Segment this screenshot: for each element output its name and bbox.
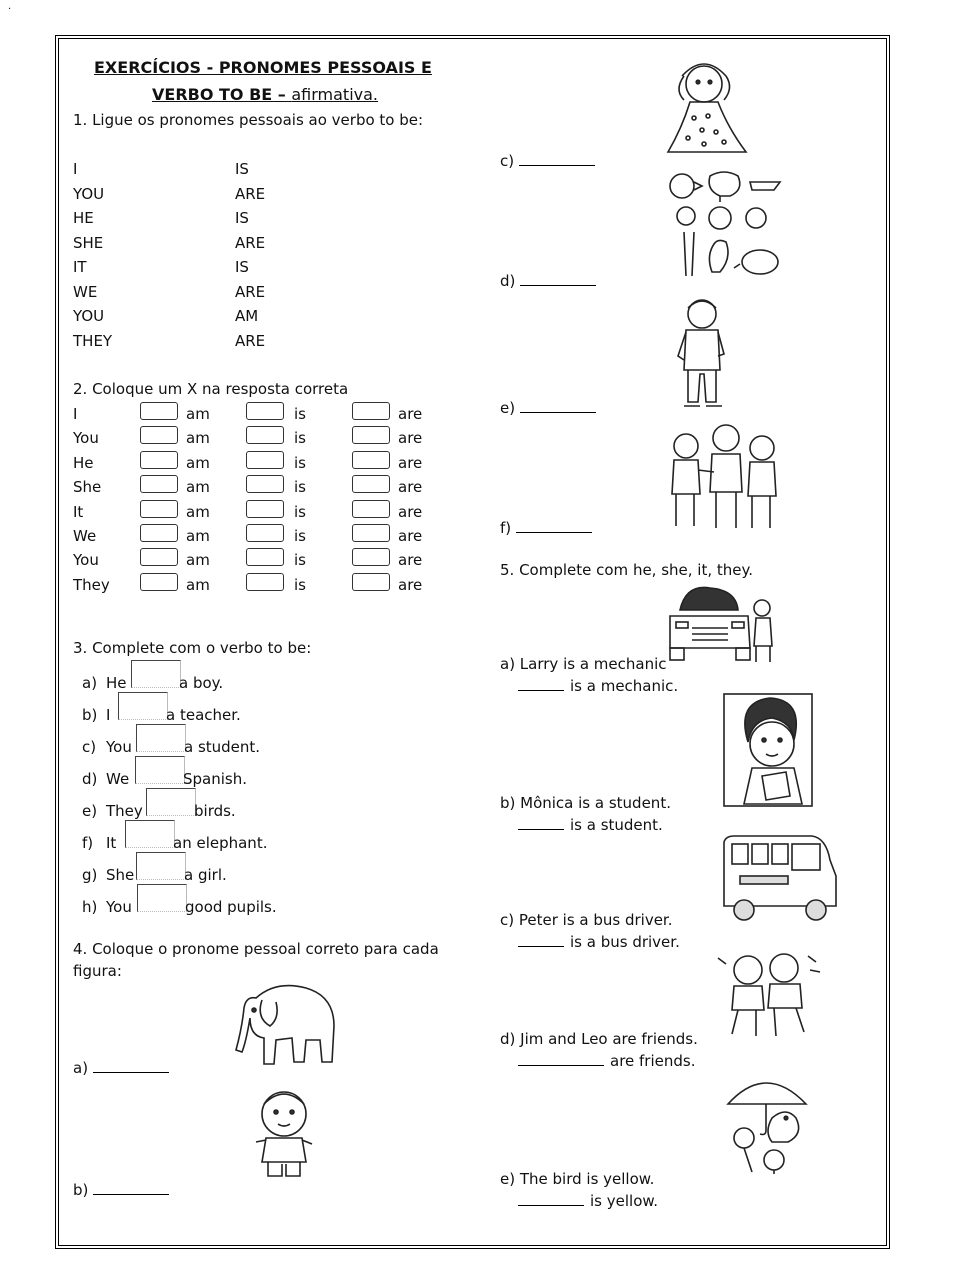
ex1-verb: IS [235, 160, 249, 178]
ex3-item-subject: They [106, 802, 143, 820]
friends-icon [716, 950, 822, 1042]
ex2-option-label: is [294, 405, 306, 423]
ex4-answer-b[interactable]: b) [73, 1180, 169, 1199]
ex2-option-label: is [294, 575, 306, 594]
boy-icon [248, 1088, 320, 1180]
ex2-checkbox-am[interactable] [140, 402, 178, 420]
ex2-option-label: are [398, 478, 423, 497]
ex2-option-label: am [186, 575, 210, 594]
ex2-option-label: is [294, 502, 306, 521]
ex2-checkbox-is[interactable] [246, 573, 284, 591]
ex1-verb: ARE [235, 233, 266, 252]
ex5-blank[interactable] [518, 676, 564, 691]
page-mark: · [8, 4, 12, 15]
ex4-instruction-1: 4. Coloque o pronome pessoal correto para cada [73, 940, 439, 958]
ex2-checkbox-are[interactable] [352, 500, 390, 518]
ex2-checkbox-are[interactable] [352, 402, 390, 420]
ex2-option-label: am [186, 502, 210, 521]
ex3-answer-box[interactable] [136, 852, 186, 880]
ex2-checkbox-are[interactable] [352, 524, 390, 542]
ex4-answer-a[interactable]: a) [73, 1058, 169, 1077]
ex2-option-label: am [186, 527, 210, 545]
ex2-pronoun: He [73, 453, 94, 472]
ex2-option-label: am [186, 453, 210, 472]
ex2-option-label: am [186, 405, 210, 423]
ex3-answer-box[interactable] [118, 692, 168, 720]
ex3-item-rest: a student. [184, 738, 261, 756]
ex2-option-label: is [294, 551, 306, 570]
ex3-answer-box[interactable] [131, 660, 181, 688]
ex5-sentence: b) Mônica is a student. [500, 794, 671, 812]
bus-icon [720, 834, 840, 924]
ex2-checkbox-is[interactable] [246, 524, 284, 542]
animals-icon [664, 168, 782, 280]
ex1-pronoun: YOU [73, 307, 105, 325]
ex2-option-label: are [398, 405, 423, 423]
ex1-pronoun: THEY [73, 331, 113, 350]
ex2-pronoun: You [73, 429, 99, 448]
ex1-verb: IS [235, 209, 249, 227]
ex1-pronoun: IT [73, 258, 87, 276]
ex2-checkbox-are[interactable] [352, 475, 390, 493]
ex2-option-label: am [186, 478, 210, 497]
ex4-answer-c[interactable]: c) [500, 151, 595, 170]
ex2-option-label: is [294, 429, 306, 448]
ex1-verb: AM [235, 307, 259, 325]
ex5-answer-rest: is a bus driver. [570, 933, 680, 951]
ex3-item-rest: a teacher. [166, 706, 241, 724]
ex2-checkbox-is[interactable] [246, 475, 284, 493]
ex3-answer-box[interactable] [136, 724, 186, 752]
ex5-blank[interactable] [518, 932, 564, 947]
ex3-answer-box[interactable] [137, 884, 187, 912]
ex1-pronoun: WE [73, 282, 98, 301]
ex3-answer-box[interactable] [146, 788, 196, 816]
ex5-answer-row[interactable] [518, 1191, 658, 1210]
ex5-answer-rest: is a student. [570, 816, 663, 834]
ex2-checkbox-are[interactable] [352, 548, 390, 566]
title-line-1: EXERCÍCIOS - PRONOMES PESSOAIS E [94, 58, 432, 77]
ex2-option-label: is [294, 527, 306, 545]
ex2-pronoun: She [73, 478, 102, 497]
ex2-instruction: 2. Coloque um X na resposta correta [73, 380, 349, 398]
ex5-sentence: e) The bird is yellow. [500, 1170, 655, 1188]
mechanic-car-icon [666, 584, 784, 666]
ex1-verb: ARE [235, 331, 266, 350]
ex2-option-label: are [398, 429, 423, 448]
title-line-2: VERBO TO BE – afirmativa. [152, 85, 379, 104]
monica-icon [722, 692, 814, 808]
ex5-answer-rest: are friends. [610, 1052, 696, 1070]
ex2-pronoun: You [73, 551, 99, 570]
ex1-verb: ARE [235, 184, 266, 203]
ex2-option-label: is [294, 453, 306, 472]
ex3-item-subject: He [106, 674, 127, 692]
ex3-instruction: 3. Complete com o verbo to be: [73, 639, 312, 657]
ex1-instruction: 1. Ligue os pronomes pessoais ao verbo to be: [73, 111, 424, 129]
ex2-option-label: are [398, 575, 423, 594]
bird-icon [724, 1068, 810, 1176]
ex2-checkbox-are[interactable] [352, 426, 390, 444]
ex1-pronoun: SHE [73, 233, 104, 252]
ex1-verb: IS [235, 258, 249, 276]
ex3-item-letter: c) [82, 738, 97, 756]
ex5-answer-row[interactable] [518, 676, 678, 695]
ex3-item-letter: h) [82, 898, 98, 916]
ex2-checkbox-is[interactable] [246, 548, 284, 566]
ex3-item-rest: a girl. [184, 866, 227, 884]
ex5-sentence: c) Peter is a bus driver. [500, 911, 673, 929]
ex3-answer-box[interactable] [125, 820, 175, 848]
ex2-checkbox-am[interactable] [140, 524, 178, 542]
ex1-pronoun: HE [73, 209, 94, 227]
ex2-checkbox-am[interactable] [140, 475, 178, 493]
ex3-item-subject: It [106, 834, 117, 852]
ex5-instruction: 5. Complete com he, she, it, they. [500, 561, 754, 579]
ex5-blank[interactable] [518, 1051, 604, 1066]
ex3-item-rest: birds. [194, 802, 236, 820]
ex2-option-label: are [398, 502, 423, 521]
ex3-item-letter: g) [82, 866, 98, 884]
ex5-answer-rest: is yellow. [590, 1192, 659, 1210]
ex2-checkbox-is[interactable] [246, 500, 284, 518]
ex3-item-letter: b) [82, 706, 98, 724]
elephant-icon [236, 978, 340, 1068]
ex3-answer-box[interactable] [135, 756, 185, 784]
ex2-option-label: am [186, 551, 210, 570]
ex5-sentence: d) Jim and Leo are friends. [500, 1030, 698, 1048]
ex3-item-rest: an elephant. [173, 834, 268, 852]
ex2-option-label: is [294, 478, 306, 497]
ex5-blank[interactable] [518, 1191, 584, 1206]
ex1-pronoun: I [73, 160, 78, 178]
ex5-answer-row[interactable] [518, 815, 663, 834]
ex2-checkbox-is[interactable] [246, 426, 284, 444]
ex2-checkbox-is[interactable] [246, 402, 284, 420]
ex4-instruction-2: figura: [73, 962, 122, 980]
ex3-item-rest: Spanish. [183, 770, 247, 788]
ex5-sentence: a) Larry is a mechanic [500, 655, 667, 673]
ex2-checkbox-are[interactable] [352, 573, 390, 591]
ex2-pronoun: I [73, 405, 78, 423]
ex2-checkbox-are[interactable] [352, 451, 390, 469]
ex2-option-label: are [398, 453, 423, 472]
ex4-answer-d[interactable]: d) [500, 271, 596, 290]
ex5-blank[interactable] [518, 815, 564, 830]
ex5-answer-row[interactable] [518, 932, 680, 951]
ex3-item-subject: She [106, 866, 135, 884]
ex2-option-label: are [398, 551, 423, 570]
ex3-item-subject: You [106, 738, 132, 756]
kids-icon [666, 418, 782, 534]
ex1-verb: ARE [235, 282, 266, 301]
man-icon [674, 294, 732, 412]
ex2-pronoun: They [73, 575, 110, 594]
ex2-checkbox-am[interactable] [140, 500, 178, 518]
ex5-answer-row[interactable] [518, 1051, 695, 1070]
ex3-item-rest: good pupils. [185, 898, 277, 916]
ex2-pronoun: We [73, 527, 97, 545]
ex2-option-label: am [186, 429, 210, 448]
ex3-item-subject: You [106, 898, 132, 916]
ex3-item-subject: We [106, 770, 130, 788]
ex2-checkbox-am[interactable] [140, 426, 178, 444]
ex2-pronoun: It [73, 502, 84, 521]
ex2-checkbox-am[interactable] [140, 451, 178, 469]
ex1-pronoun: YOU [73, 184, 105, 203]
girl-icon [664, 58, 750, 160]
ex2-checkbox-am[interactable] [140, 548, 178, 566]
ex2-checkbox-am[interactable] [140, 573, 178, 591]
ex3-item-subject: I [106, 706, 111, 724]
ex4-answer-e[interactable]: e) [500, 398, 596, 417]
ex3-item-letter: d) [82, 770, 98, 788]
ex5-answer-rest: is a mechanic. [570, 677, 679, 695]
ex2-checkbox-is[interactable] [246, 451, 284, 469]
ex3-item-letter: e) [82, 802, 98, 820]
ex2-option-label: are [398, 527, 423, 545]
ex3-item-rest: a boy. [179, 674, 224, 692]
ex4-answer-f[interactable]: f) [500, 518, 592, 537]
ex3-item-letter: f) [82, 834, 94, 852]
ex3-item-letter: a) [82, 674, 98, 692]
